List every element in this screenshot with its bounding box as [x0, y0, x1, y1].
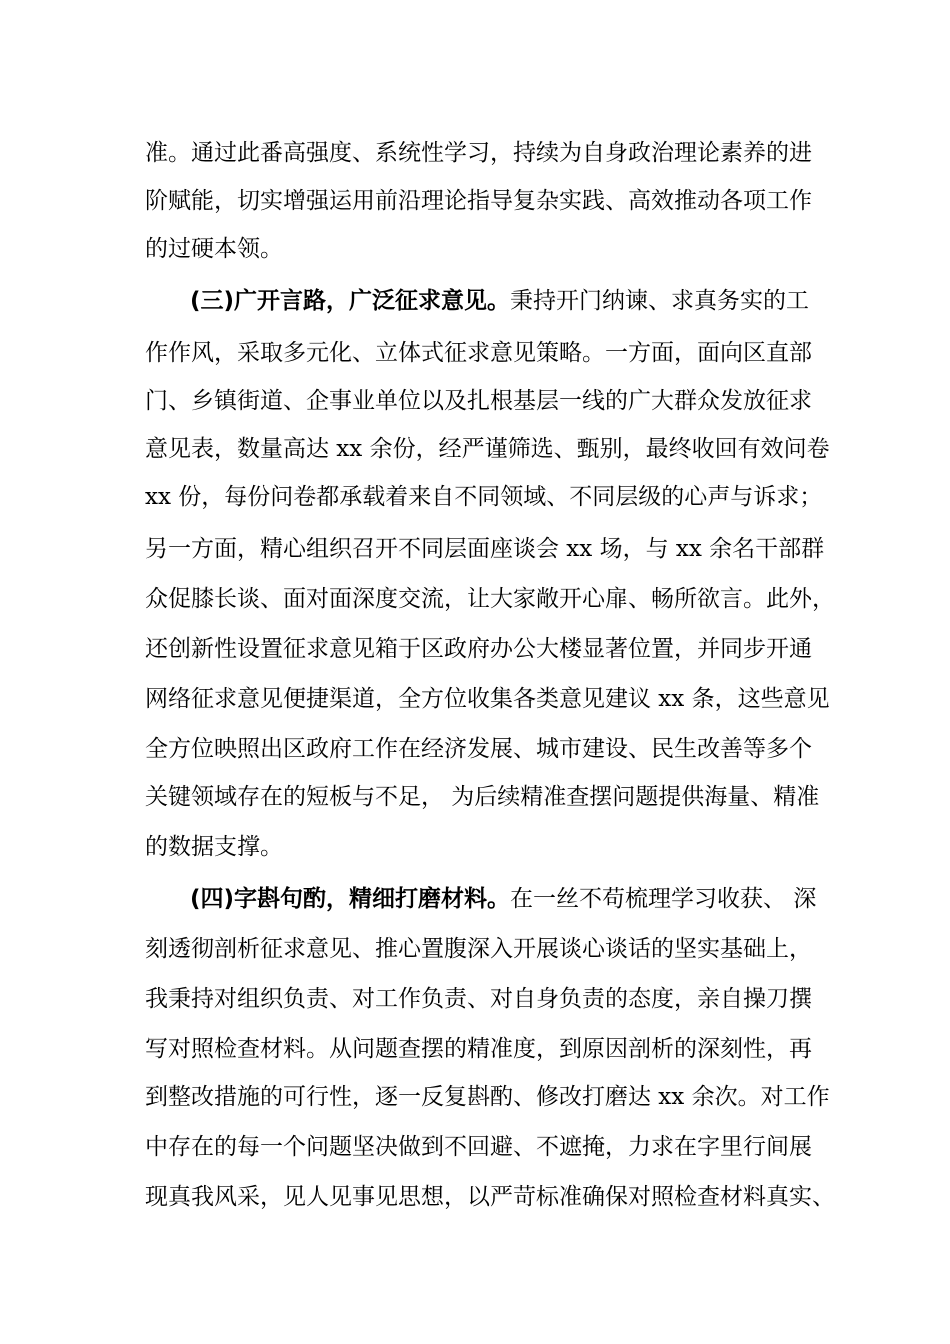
paragraph-line: 全方位映照出区政府工作在经济发展、城市建设、民生改善等多个 — [145, 736, 812, 762]
paragraph-line: 门、乡镇街道、企事业单位以及扎根基层一线的广大群众发放征求 — [145, 388, 812, 414]
paragraph-line: 现真我风采，见人见事见思想，以严苛标准确保对照检查材料真实、 — [145, 1184, 835, 1210]
paragraph-line: 的数据支撑。 — [145, 834, 283, 860]
paragraph-line: 我秉持对组织负责、对工作负责、对自身负责的态度，亲自操刀撰 — [145, 986, 812, 1012]
paragraph-line: 中存在的每一个问题坚决做到不回避、不遮掩，力求在字里行间展 — [145, 1134, 812, 1160]
section-4-first-line — [190, 884, 816, 914]
section-4-heading: (四)字斟句酌，精细打磨材料。 — [190, 886, 511, 912]
paragraph-line: xx 份，每份问卷都承载着来自不同领域、不同层级的心声与诉求； — [145, 484, 823, 510]
paragraph-line: 的过硬本领。 — [145, 236, 283, 262]
paragraph-line: 网络征求意见便捷渠道，全方位收集各类意见建议 xx 条，这些意见 — [145, 686, 830, 712]
section-3-first-line — [190, 286, 809, 316]
section-3-heading: (三)广开言路，广泛征求意见。 — [190, 288, 511, 314]
paragraph-line: 还创新性设置征求意见箱于区政府办公大楼显著位置，并同步开通 — [145, 636, 812, 662]
section-3-first-line-text: 秉持开门纳谏、求真务实的工 — [510, 288, 810, 314]
paragraph-line: 意见表，数量高达 xx 余份，经严谨筛选、甄别，最终收回有效问卷 — [145, 436, 830, 462]
paragraph-line: 阶赋能，切实增强运用前沿理论指导复杂实践、高效推动各项工作 — [145, 188, 812, 214]
paragraph-line: 准。通过此番高强度、系统性学习，持续为自身政治理论素养的进 — [145, 140, 812, 166]
paragraph-line: 另一方面，精心组织召开不同层面座谈会 xx 场，与 xx 余名干部群 — [145, 536, 825, 562]
paragraph-line: 作作风，采取多元化、立体式征求意见策略。一方面，面向区直部 — [145, 340, 812, 366]
paragraph-line: 写对照检查材料。从问题查摆的精准度，到原因剖析的深刻性，再 — [145, 1036, 812, 1062]
section-4-first-line-text: 在一丝不苟梳理学习收获、 深 — [510, 886, 817, 912]
paragraph-line: 到整改措施的可行性，逐一反复斟酌、修改打磨达 xx 余次。对工作 — [145, 1084, 830, 1110]
paragraph-line: 众促膝长谈、面对面深度交流，让大家敞开心扉、畅所欲言。此外， — [145, 586, 835, 612]
paragraph-line: 刻透彻剖析征求意见、推心置腹深入开展谈心谈话的坚实基础上， — [145, 936, 812, 962]
paragraph-line: 关键领域存在的短板与不足， 为后续精准查摆问题提供海量、精准 — [145, 784, 820, 810]
